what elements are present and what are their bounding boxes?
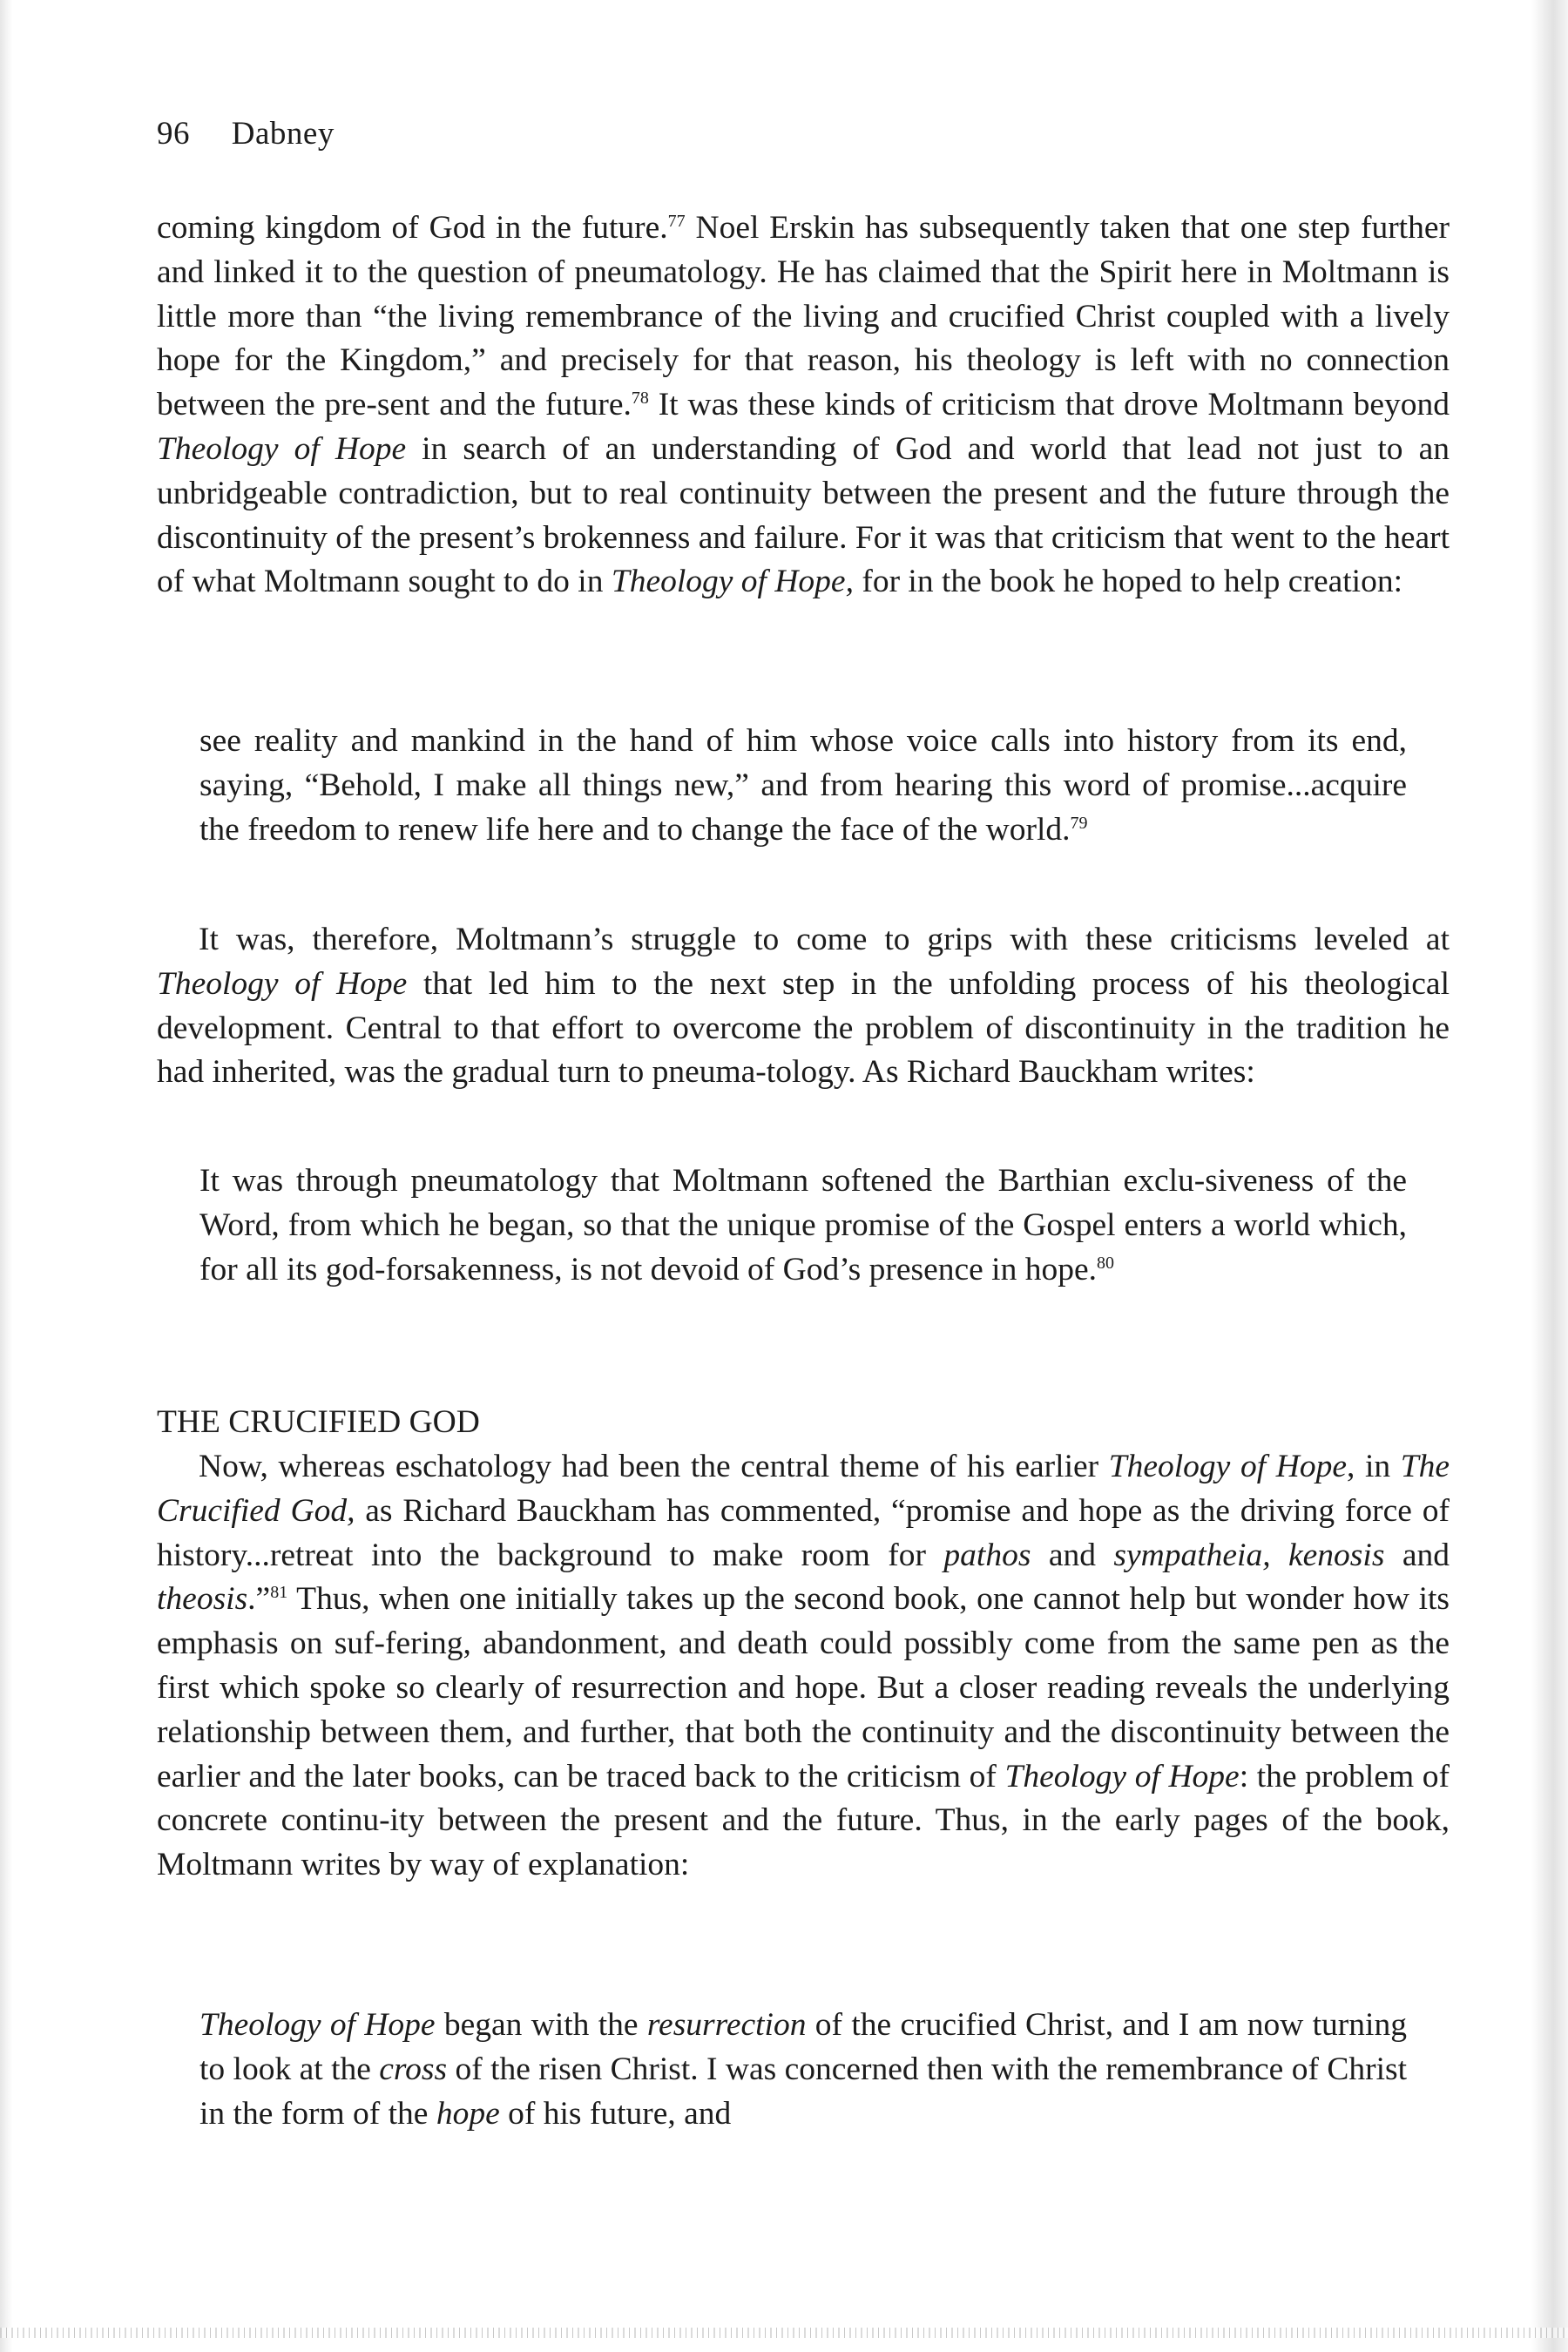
footnote-ref-77: 77 [667, 212, 686, 231]
paragraph-text: Thus, when one initially takes up the second book, one cannot help but wonder how its emphasis on suf-fering, abandonment, and death could possibly come from the same pen as the first which spoke so clearly of resurrection and hope. But a closer reading reveals the underlying relationship between them, and further, that both the continuity and the discontinuity between the earlier and the later books, can be traced back to the criticism of [157, 1581, 1450, 1794]
term-italic: theosis [157, 1581, 248, 1618]
paragraph-1 [157, 206, 1450, 605]
paragraph-text: : the problem of concrete continu-ity between the present and the future. Thus, in the early pages of the book, Moltmann writes by way of explanation: [157, 1758, 1450, 1883]
quote-text: began with the [435, 2007, 647, 2043]
book-title-italic: Theology of Hope, [611, 564, 854, 600]
paragraph-text: coming kingdom of God in the future. [157, 210, 668, 246]
book-title-italic: Theology of Hope [199, 2007, 436, 2043]
quote-text: It was through pneumatology that Moltmann softened the Barthian exclu-siveness of the Word, from which he began, so that the unique promise of the Gospel enters a world which, for all its god-forsakenness, is not devoid of God’s presence in hope. [199, 1163, 1407, 1288]
paragraph-text: in search of an understanding of God and world that lead not just to an unbridgeable contradiction, but to real continuity between the present and the future through the discontinuity of the present’s brokenness and failure. For it was that criticism that went to the heart of what Moltmann sought to do in [157, 430, 1450, 600]
section-heading: THE CRUCIFIED GOD [157, 1404, 480, 1440]
paragraph-3 [157, 1445, 1450, 1888]
book-title-italic: Theology of Hope [1108, 1449, 1347, 1484]
paragraph-text: as Richard Bauckham has commented, “promise and hope as the driving force of history...retreat into the background to make room for [157, 1492, 1450, 1573]
page-bottom-edge-artifact [0, 2328, 1568, 2338]
page-number: 96 [157, 116, 190, 152]
quote-text: of the risen Christ. I was concerned then with the remembrance of Christ in the form of the [199, 2051, 1408, 2132]
paragraph-text: for in the book he hoped to help creation: [853, 564, 1402, 600]
footnote-ref-80: 80 [1097, 1253, 1114, 1273]
paragraph-text: Now, whereas eschatology had been the central theme of his earlier [199, 1449, 1109, 1484]
block-quote-3 [199, 2004, 1407, 2136]
footnote-ref-81: 81 [270, 1583, 288, 1603]
footnote-ref-79: 79 [1070, 813, 1088, 833]
book-title-italic: The Crucified God, [157, 1449, 1450, 1529]
block-quote-2 [199, 1159, 1407, 1292]
paragraph-text: and [1384, 1537, 1450, 1573]
quote-text: of the crucified Christ, and I am now turning to look at the [199, 2007, 1407, 2087]
emphasis-italic: resurrection [646, 2007, 807, 2043]
emphasis-italic: hope [436, 2095, 500, 2132]
quote-text: see reality and mankind in the hand of him whose voice calls into history from its end, saying, “Behold, I make all things new,” and from hearing this word of promise...acquire the freedom to renew life here and to change the face of the world. [199, 723, 1407, 848]
paragraph-text: It was these kinds of criticism that drove Moltmann beyond [648, 387, 1450, 423]
paragraph-text: It was, therefore, Moltmann’s struggle to come to grips with these criticisms leveled at [199, 922, 1450, 957]
term-italic: sympatheia, kenosis [1113, 1537, 1385, 1573]
running-header [157, 115, 335, 152]
book-title-italic: Theology of Hope [157, 430, 407, 467]
paragraph-text: Noel Erskin has subsequently taken that one step further and linked it to the question of pneumatology. He has claimed that the Spirit here in Moltmann is little more than “the living remembrance of the living and crucified Christ coupled with a lively hope for the Kingdom,” and precisely for that reason, his theology is left with no connection between the pre-sent and the future. [157, 210, 1450, 423]
page-left-edge-shadow [0, 0, 12, 2352]
book-title-italic: Theology of Hope [1004, 1758, 1240, 1794]
footnote-ref-78: 78 [631, 389, 649, 409]
running-title: Dabney [231, 116, 335, 152]
emphasis-italic: cross [379, 2051, 448, 2087]
term-italic: pathos [943, 1537, 1031, 1573]
block-quote-1 [199, 720, 1407, 852]
quote-text: of his future, and [499, 2095, 732, 2132]
book-title-italic: Theology of Hope [157, 965, 408, 1002]
paragraph-text: .” [247, 1581, 271, 1618]
paragraph-text: that led him to the next step in the unfolding process of his theological development. Central to that effort to overcome the problem of discontinuity in the tradition he had inherited, was the gradual turn to pneuma-tology. As Richard Bauckham writes: [157, 965, 1450, 1091]
paragraph-text: and [1031, 1537, 1114, 1573]
paragraph-2 [157, 918, 1450, 1095]
paragraph-text: , in [1346, 1449, 1401, 1484]
page-right-edge-shadow [1531, 0, 1568, 2352]
